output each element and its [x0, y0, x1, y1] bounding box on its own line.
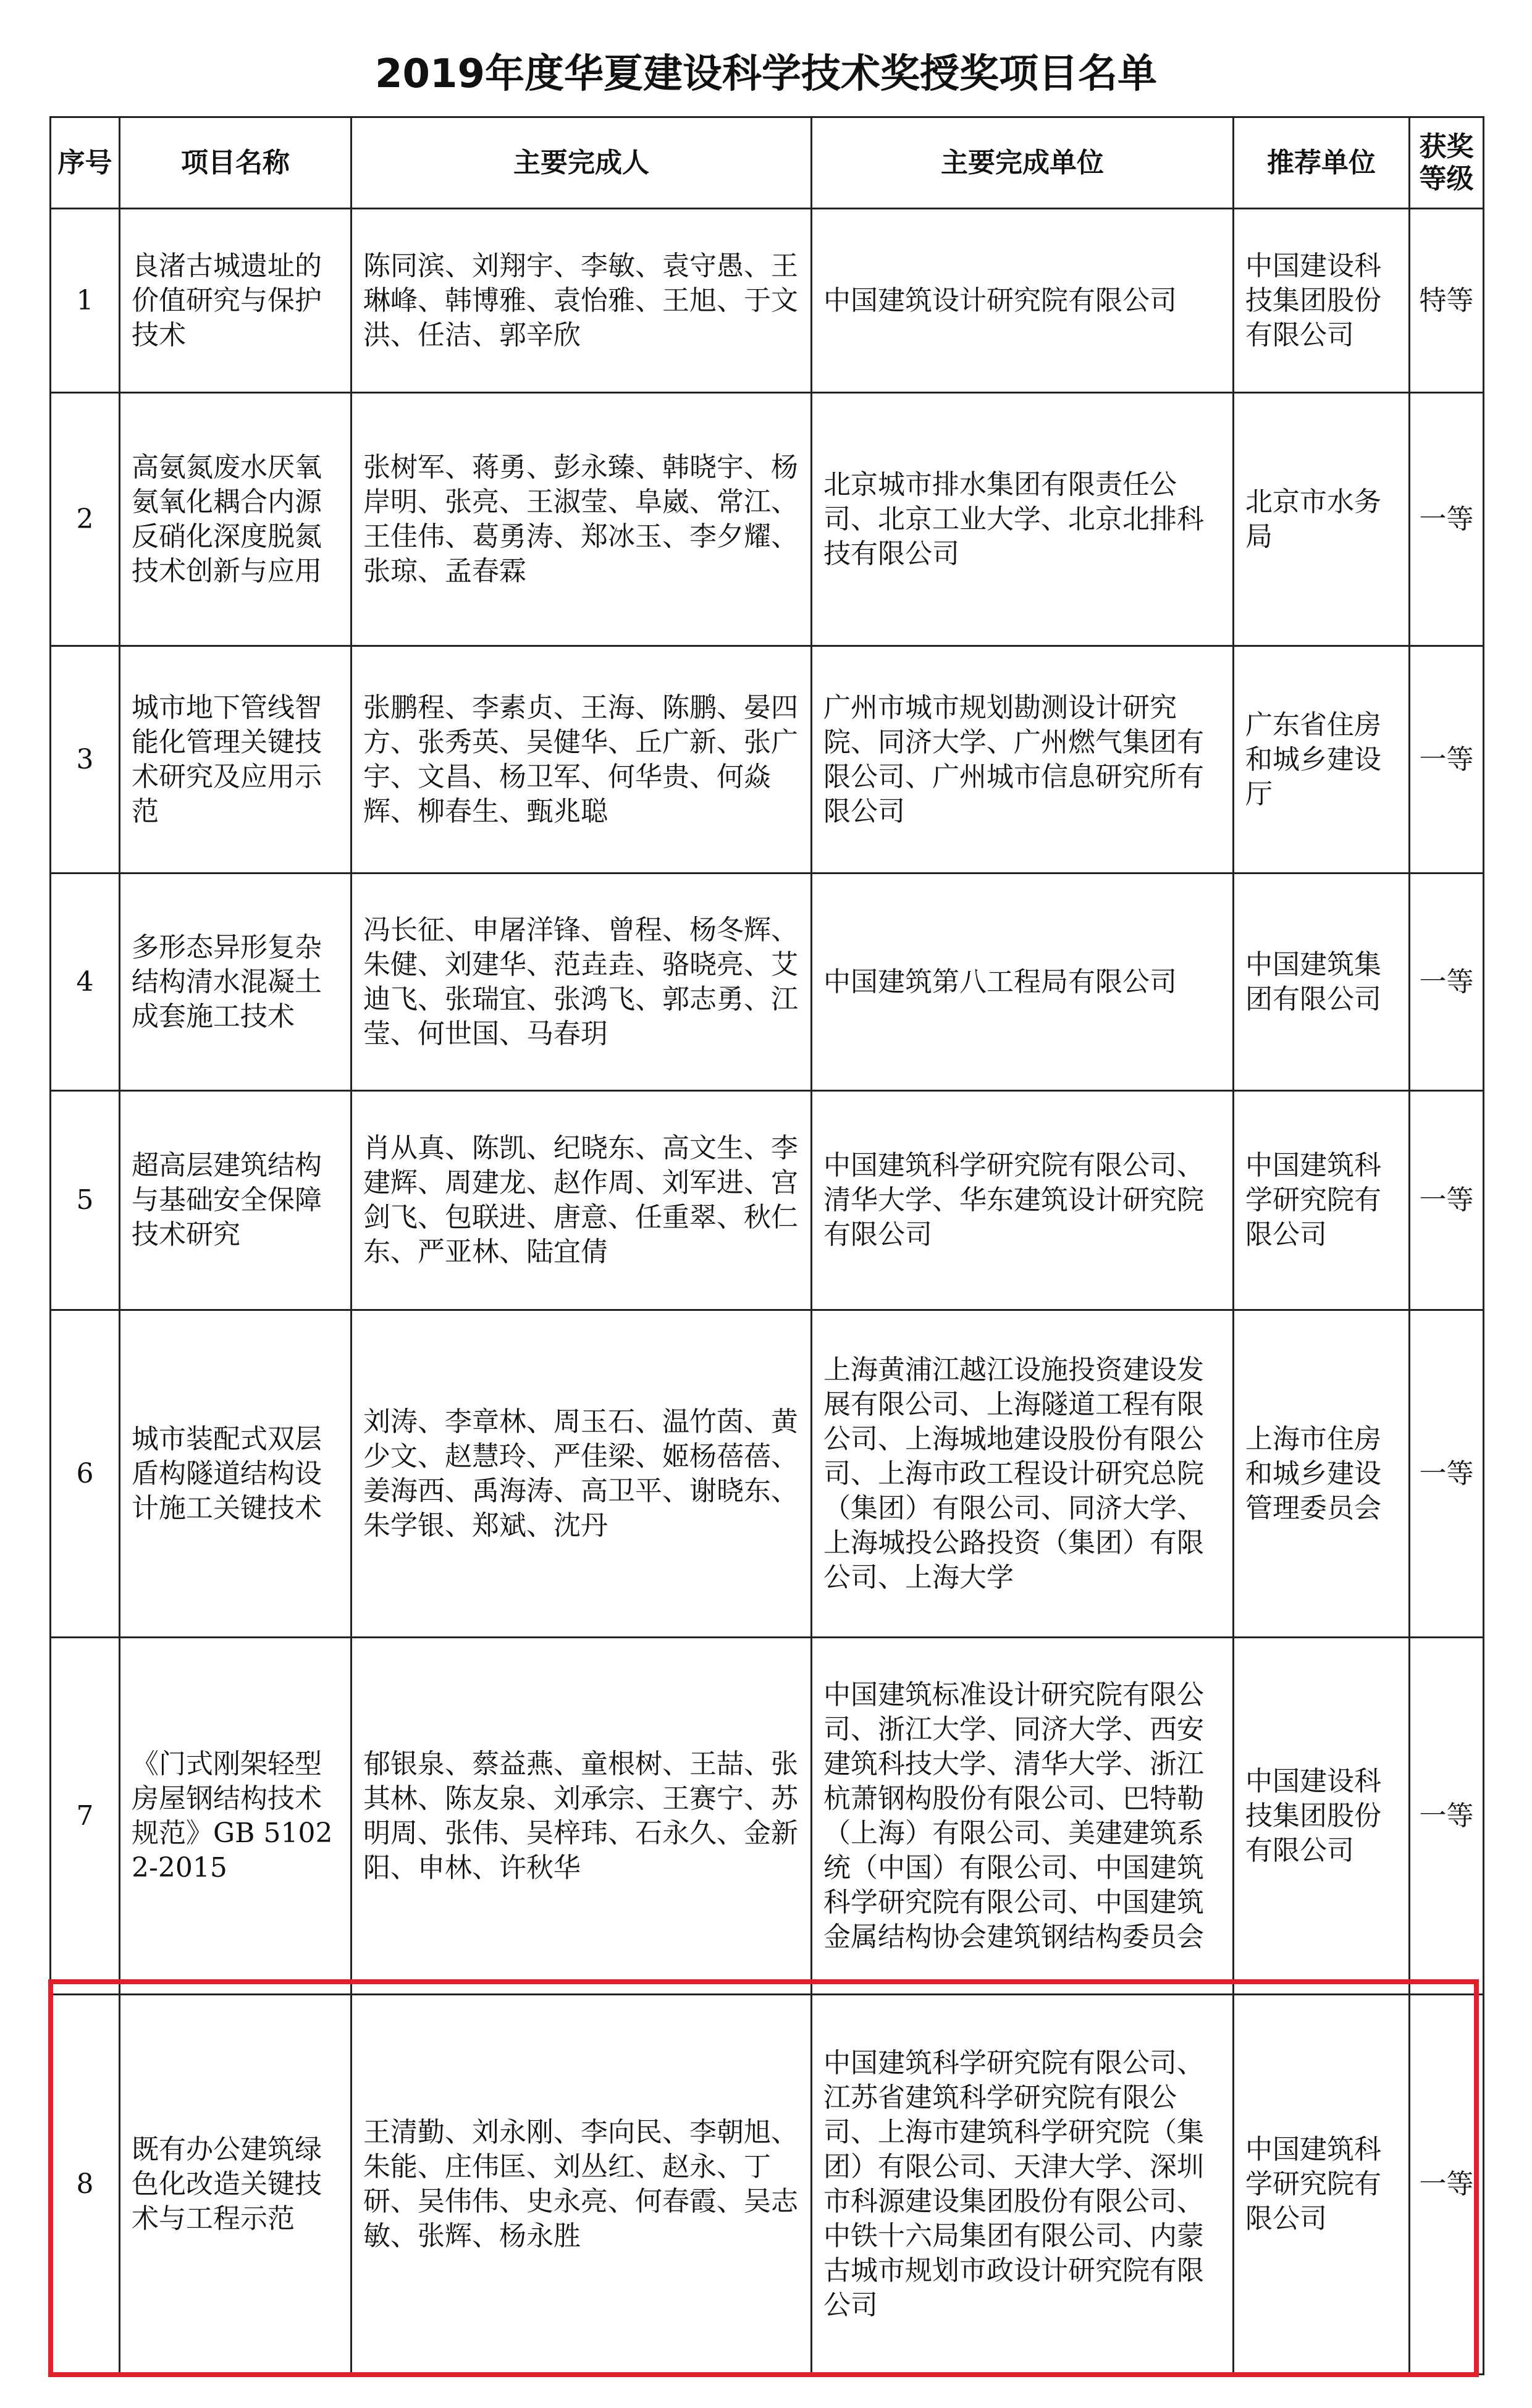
table-row — [51, 874, 1484, 1091]
row-units: 广州市城市规划勘测设计研究院、同济大学、广州燃气集团有限公司、广州城市信息研究所有限公司 — [812, 646, 1234, 874]
award-table — [49, 116, 1484, 2375]
row-no: 2 — [51, 393, 120, 646]
row-recommender: 中国建设科技集团股份有限公司 — [1234, 209, 1410, 393]
row-level: 一等 — [1410, 1995, 1484, 2375]
row-people: 肖从真、陈凯、纪晓东、高文生、李建辉、周建龙、赵作周、刘军进、宫剑飞、包联进、唐意、任重翠、秋仁东、严亚林、陆宜倩 — [351, 1091, 812, 1310]
row-no: 8 — [51, 1995, 120, 2375]
table-row — [51, 1995, 1484, 2375]
row-units: 中国建筑标准设计研究院有限公司、浙江大学、同济大学、西安建筑科技大学、清华大学、浙江杭萧钢构股份有限公司、巴特勒（上海）有限公司、美建建筑系统（中国）有限公司、中国建筑科学研究院有限公司、中国建筑金属结构协会建筑钢结构委员会 — [812, 1638, 1234, 1995]
row-level: 一等 — [1410, 393, 1484, 646]
row-no: 7 — [51, 1638, 120, 1995]
row-level: 一等 — [1410, 1091, 1484, 1310]
row-level: 一等 — [1410, 1310, 1484, 1638]
header-level: 获奖等级 — [1410, 117, 1484, 209]
header-people: 主要完成人 — [351, 117, 812, 209]
row-project: 城市装配式双层盾构隧道结构设计施工关键技术 — [120, 1310, 351, 1638]
table-row — [51, 1310, 1484, 1638]
row-no: 5 — [51, 1091, 120, 1310]
row-people: 冯长征、申屠洋锋、曾程、杨冬辉、朱健、刘建华、范垚垚、骆晓亮、艾迪飞、张瑞宜、张鸿飞、郭志勇、江莹、何世国、马春玥 — [351, 874, 812, 1091]
row-project: 城市地下管线智能化管理关键技术研究及应用示范 — [120, 646, 351, 874]
header-project: 项目名称 — [120, 117, 351, 209]
row-people: 刘涛、李章林、周玉石、温竹茵、黄少文、赵慧玲、严佳梁、姬杨蓓蓓、姜海西、禹海涛、高卫平、谢晓东、朱学银、郑斌、沈丹 — [351, 1310, 812, 1638]
table-row — [51, 1638, 1484, 1995]
row-project: 既有办公建筑绿色化改造关键技术与工程示范 — [120, 1995, 351, 2375]
row-project: 良渚古城遗址的价值研究与保护技术 — [120, 209, 351, 393]
row-units: 上海黄浦江越江设施投资建设发展有限公司、上海隧道工程有限公司、上海城地建设股份有限公司、上海市政工程设计研究总院（集团）有限公司、同济大学、上海城投公路投资（集团）有限公司、上海大学 — [812, 1310, 1234, 1638]
row-recommender: 北京市水务局 — [1234, 393, 1410, 646]
header-units: 主要完成单位 — [812, 117, 1234, 209]
row-level: 一等 — [1410, 874, 1484, 1091]
table-row — [51, 209, 1484, 393]
row-project: 超高层建筑结构与基础安全保障技术研究 — [120, 1091, 351, 1310]
table-row — [51, 393, 1484, 646]
row-recommender: 中国建筑集团有限公司 — [1234, 874, 1410, 1091]
row-project: 高氨氮废水厌氧氨氧化耦合内源反硝化深度脱氮技术创新与应用 — [120, 393, 351, 646]
row-no: 3 — [51, 646, 120, 874]
row-units: 北京城市排水集团有限责任公司、北京工业大学、北京北排科技有限公司 — [812, 393, 1234, 646]
row-recommender: 上海市住房和城乡建设管理委员会 — [1234, 1310, 1410, 1638]
row-level: 特等 — [1410, 209, 1484, 393]
row-project: 多形态异形复杂结构清水混凝土成套施工技术 — [120, 874, 351, 1091]
row-people: 王清勤、刘永刚、李向民、李朝旭、朱能、庄伟匡、刘丛红、赵永、丁研、吴伟伟、史永亮、何春霞、吴志敏、张辉、杨永胜 — [351, 1995, 812, 2375]
row-project: 《门式刚架轻型房屋钢结构技术规范》GB 51022-2015 — [120, 1638, 351, 1995]
row-no: 1 — [51, 209, 120, 393]
row-units: 中国建筑科学研究院有限公司、清华大学、华东建筑设计研究院有限公司 — [812, 1091, 1234, 1310]
row-people: 郁银泉、蔡益燕、童根树、王喆、张其林、陈友泉、刘承宗、王赛宁、苏明周、张伟、吴梓玮、石永久、金新阳、申林、许秋华 — [351, 1638, 812, 1995]
header-no: 序号 — [51, 117, 120, 209]
header-row — [51, 117, 1484, 209]
row-recommender: 广东省住房和城乡建设厅 — [1234, 646, 1410, 874]
row-people: 张树军、蒋勇、彭永臻、韩晓宇、杨岸明、张亮、王淑莹、阜崴、常江、王佳伟、葛勇涛、郑冰玉、李夕耀、张琼、孟春霖 — [351, 393, 812, 646]
row-units: 中国建筑科学研究院有限公司、江苏省建筑科学研究院有限公司、上海市建筑科学研究院（集团）有限公司、天津大学、深圳市科源建设集团股份有限公司、中铁十六局集团有限公司、内蒙古城市规划市政设计研究院有限公司 — [812, 1995, 1234, 2375]
table-row — [51, 1091, 1484, 1310]
row-units: 中国建筑设计研究院有限公司 — [812, 209, 1234, 393]
row-recommender: 中国建设科技集团股份有限公司 — [1234, 1638, 1410, 1995]
table-row — [51, 646, 1484, 874]
page-title: 2019年度华夏建设科学技术奖授奖项目名单 — [374, 51, 1158, 97]
row-recommender: 中国建筑科学研究院有限公司 — [1234, 1091, 1410, 1310]
row-no: 4 — [51, 874, 120, 1091]
row-level: 一等 — [1410, 1638, 1484, 1995]
row-no: 6 — [51, 1310, 120, 1638]
row-people: 陈同滨、刘翔宇、李敏、袁守愚、王琳峰、韩博雅、袁怡雅、王旭、于文洪、任洁、郭辛欣 — [351, 209, 812, 393]
row-recommender: 中国建筑科学研究院有限公司 — [1234, 1995, 1410, 2375]
row-level: 一等 — [1410, 646, 1484, 874]
row-people: 张鹏程、李素贞、王海、陈鹏、晏四方、张秀英、吴健华、丘广新、张广宇、文昌、杨卫军、何华贵、何焱辉、柳春生、甄兆聪 — [351, 646, 812, 874]
header-recommender: 推荐单位 — [1234, 117, 1410, 209]
row-units: 中国建筑第八工程局有限公司 — [812, 874, 1234, 1091]
